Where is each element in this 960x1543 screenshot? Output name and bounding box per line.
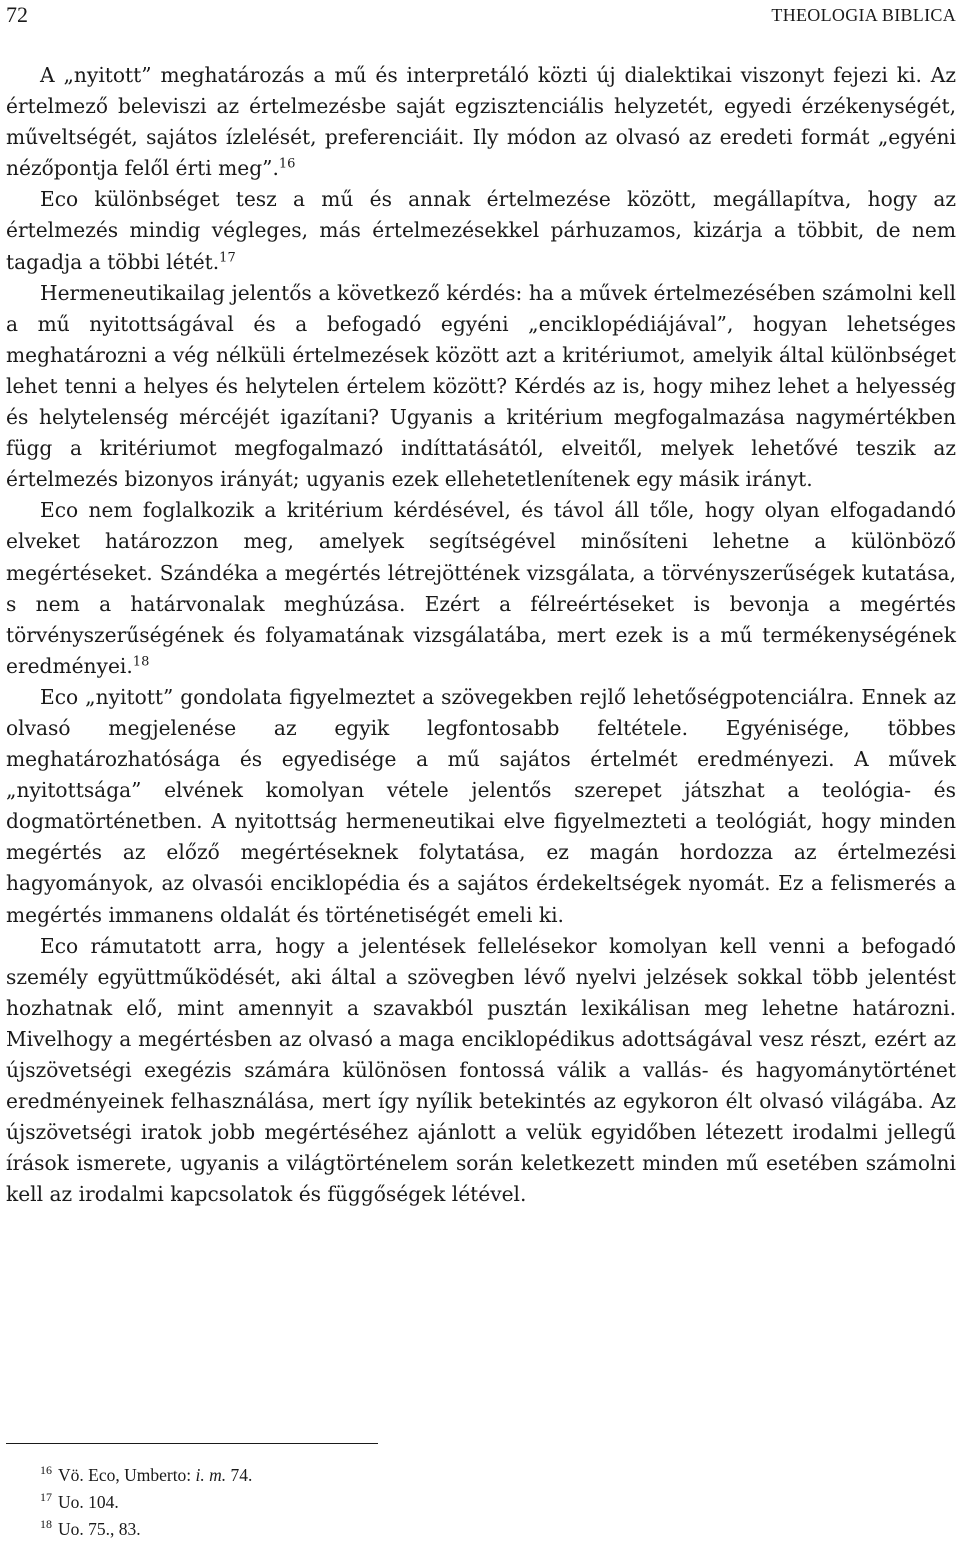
paragraph (6, 60, 956, 184)
paragraph-text: Eco nem foglalkozik a kritérium kérdésével, és távol áll tőle, hogy olyan elfogadandó elveket határozzon meg, amelyek segítségével minősíteni lehetne a különböző megértéseket. Szándéka a megértés létrejöttének vizsgálata, a törvényszerűségek kutatása, s nem a határvonalak meghúzása. Ezért a félreértéseket is bevonja a megértés törvényszerűségének és folyamatának vizsgálatába, mert ezek is a mű termékenységének eredményei. (6, 498, 956, 678)
paragraph-text: Hermeneutikailag jelentős a következő kérdés: ha a művek értelmezésében számolni kell a mű nyitottságával és a befogadó egyéni „enciklopédiájával”, hogyan lehetséges meghatározni a vég nélküli értelmezések között azt a kritériumot, amelyik által különbséget lehet tenni a helyes és helytelen értelem között? Kérdés az is, hogy mihez lehet a helyesség és helytelenség mércéjét igazítani? Ugyanis a kritérium megfogalmazása nagymértékben függ a kritériumot megfogalmazó indíttatásától, elveitől, melyek lehetővé teszik az értelmezés bizonyos irányát; ugyanis ezek ellehetetlenítenek egy másik irányt. (6, 280, 956, 492)
running-head: THEOLOGIA BIBLICA (771, 5, 956, 25)
footnote-separator (6, 1443, 378, 1444)
page-number: 72 (6, 2, 28, 27)
footnote-number: 17 (40, 1490, 52, 1505)
footnote-number: 16 (40, 1463, 52, 1478)
paragraph-text: A „nyitott” meghatározás a mű és interpretáló közti új dialektikai viszonyt fejezi ki. Az értelmező beleviszi az értelmezésbe saját egzisztenciális helyzetét, egyedi érzékenységét, műveltségét, sajátos ízlelését, preferenciáit. Ily módon az olvasó az eredeti formát „egyéni nézőpontja felől érti meg”. (6, 63, 956, 181)
page-header (0, 0, 960, 32)
footnote-number: 18 (40, 1517, 52, 1532)
footnote (40, 1462, 920, 1489)
footnote (40, 1516, 920, 1543)
footnote-italic: i. m. (195, 1465, 227, 1485)
paragraph-text: Eco „nyitott” gondolata figyelmeztet a szövegekben rejlő lehetőségpotenciálra. Ennek az olvasó megjelenése az egyik legfontosabb feltétele. Egyénisége, többes meghatározhatósága és egyedisége a mű sajátos értelmét eredményezi. A művek „nyitottsága” elvének komolyan vétele jelentős szerepet játszhat a teológia- és dogmatörténetben. A nyitottság hermeneutikai elve figyelmezteti a teológiát, hogy minden megértés az előző megértéseknek folytatása, ez magán hordozza az értelmezési hagyományok, az olvasói enciklopédia és a sajátos érdekeltségek nyomát. Ez a felismerés a megértés immanens oldalát és történetiségét emeli ki. (6, 684, 956, 927)
paragraph (6, 931, 956, 1211)
paragraph (6, 495, 956, 682)
footnote-reference: 17 (219, 249, 236, 265)
paragraph (6, 682, 956, 931)
footnote-text: Vö. Eco, Umberto: (58, 1465, 196, 1485)
paragraph-text: Eco rámutatott arra, hogy a jelentések fellelésekor komolyan kell venni a befogadó személy együttműködését, aki által a szövegben lévő nyelvi jelzések sokkal több jelentést hozhatnak elő, mint amennyit a szavakból pusztán lexikálisan meg lehetne határozni. Mivelhogy a megértésben az olvasó a maga enciklopédikus adottságával vesz részt, ezért az újszövetségi exegézis számára különösen fontossá válik a vallás- és hagyománytörténet eredményeinek felhasználása, mert így nyílik betekintés az egykoron élt olvasó világába. Az újszövetségi iratok jobb megértéséhez ajánlott a velük egyidőben létezett irodalmi jellegű írások ismerete, ugyanis a világtörténelem során keletkezett minden mű esetében számolni kell az irodalmi kapcsolatok és függőségek létével. (6, 933, 956, 1207)
footnote-reference: 18 (132, 654, 150, 670)
body-text (6, 60, 956, 1210)
paragraph-text: Eco különbséget tesz a mű és annak értelmezése között, megállapítva, hogy az értelmezés mindig végleges, más értelmezésekkel párhuzamos, kizárja a többit, de nem tagadja a többi létét. (6, 187, 956, 274)
footnote-text: Uo. 104. (58, 1492, 119, 1512)
paragraph (6, 278, 956, 496)
footnote (40, 1489, 920, 1516)
footnote-reference: 16 (278, 156, 296, 172)
paragraph (6, 184, 956, 277)
footnotes (40, 1462, 920, 1543)
footnote-text-after: 74. (226, 1465, 253, 1485)
footnote-text: Uo. 75., 83. (58, 1519, 141, 1539)
